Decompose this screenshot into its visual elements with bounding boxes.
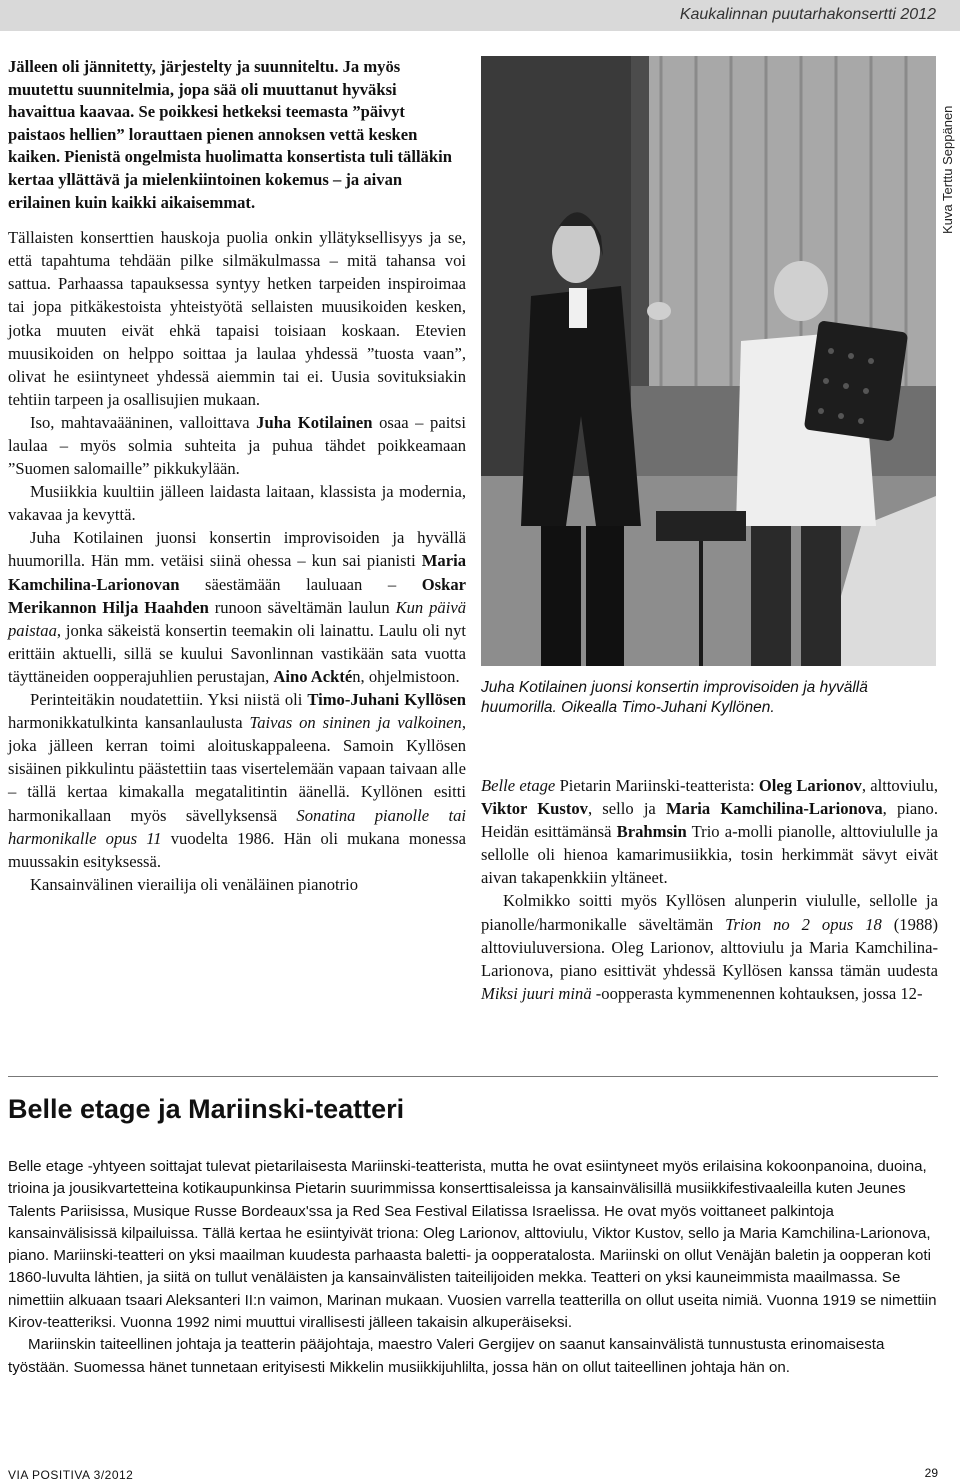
article-intro: Jälleen oli jännitetty, järjestelty ja suunniteltu. Ja myös muutettu suunnitelmia, jopa sää oli muuttanut hyväksi havaittua kaavaa. Se poikkesi hetkeksi teemasta ”päivyt paistaos hellien” lorauttaen pienen annoksen vettä kesken kaiken. Pienistä ongelmista huolimatta konsertista tuli tälläkin kertaa yllättävä ja mielenkiintoinen kokemus – ja aivan erilainen kuin kaikki aikaisemmat. xyxy=(8,57,452,212)
paragraph-8: Kolmikko soitti myös Kyllösen alunperin viululle, sellolle ja pianolle/harmonikalle säveltämän Trion no 2 opus 18 (1988) alttoviuluversiona. Oleg Larionov, alttoviulu ja Maria Kamchilina-Larionova, piano esittivät yhdessä Kyllösen kanssa tämän uudesta Miksi juuri minä -oopperasta kymmenennen kohtauksen, jossa 12- xyxy=(481,891,939,1003)
box-paragraph-1: Belle etage -yhtyeen soittajat tulevat pietarilaisesta Mariinski-teatterista, mutta he ovat esiintyneet myös erilaisina kokoonpanoina, duoina, trioina ja jousikvartetteina kotikaupunkinsa Pietarin suurimmissa konserttisaleissa ja kansainvälisillä musiikkifestivaaleilla kuten Jeunes Talents Pariisissa, Musique Russe Bordeaux'ssa ja Red Sea Festival Eilatissa Israelissa. He ovat myös voittaneet palkintoja kansainvälisissä kilpailuissa. Tällä kertaa he esiintyivät triona: Oleg Larionov, alttoviulu, Viktor Kustov, sello ja Maria Kamchilina-Larionova, piano. Mariinski-teatteri on yksi maailman kuudesta parhaasta baletti- ja oopperatalosta. Mariinski on ollut Venäjän baletin ja oopperan koti 1860-luvulta lähtien, ja siitä on tullut venäläisten ja kansainvälisten taiteilijoiden mekka. Teatteri on yksi kauneimmista maailmassa. Se nimettiin alkuaan tsaari Aleksanteri II:n vaimon, Marinan mukaan. Vuosien varrella teatterilla on ollut useita nimiä. Vuonna 1919 se nimettiin Kirov-teatteriksi. Vuonna 1992 nimi muuttui virallisesti jälleen takaisin alkuperäiseksi. xyxy=(8,1158,937,1332)
section-divider xyxy=(8,1076,938,1077)
paragraph-5: Perinteitäkin noudatettiin. Yksi niistä oli Timo-Juhani Kyllösen harmonikkatulkinta kansanlaulusta Taivas on sininen ja valkoinen, joka jälleen kerran toimi aloituskappaleena. Samoin Kyllösen sisäinen pikkulintu päästettiin taas visertelemään vapaan taivaan alle – tällä kertaa kimakalla megatalitintin äänellä. Kyllönen esitti harmonikallaan myös sävellyksensä Sonatina pianolle tai harmonikalle opus 11 vuodelta 1986. Hän oli mukana monessa muussakin esityksessä. xyxy=(8,690,467,871)
sidebar-box-title: Belle etage ja Mariinski-teatteri xyxy=(8,1094,405,1124)
paragraph-3: Musiikkia kuultiin jälleen laidasta laitaan, klassista ja modernia, vakavaa ja kevyttä. xyxy=(8,482,466,525)
photo-caption: Juha Kotilainen juonsi konsertin improvisoiden ja hyvällä huumorilla. Oikealla Timo-Juhani Kyllönen. xyxy=(481,679,868,716)
box-paragraph-2: Mariinskin taiteellinen johtaja ja teatterin pääjohtaja, maestro Valeri Gergijev on saanut kansainvälistä tunnustusta erinomaisesta työstään. Suomessa hänet tunnetaan erityisesti Mikkelin musiikkijuhlilta, jossa hän on ollut taiteellinen johtaja hän on. xyxy=(8,1336,885,1376)
paragraph-1: Tällaisten konserttien hauskoja puolia onkin yllätyksellisyys ja se, että tapahtuma tehdään pilke silmäkulmassa – mitä tahansa voi sattua. Parhaassa tapauksessa syntyy hetken tarpeiden inspiroimaa tai jopa pitkäkestoista yhteistyötä sellaisten muusikoiden kesken, jotka muuten eivät ehkä tapaisi toisiaan koskaan. Etevien muusikoiden on helppo soittaa ja laulaa yhdessä ”tuosta vaan”, olivat he esiintyneet yhdessä aiemmin tai ei. Uusia sovituksiakin tehtiin tarpeen ja osallisujien mukaan. xyxy=(8,228,466,409)
paragraph-7: Belle etage Pietarin Mariinski-teatterista: Oleg Larionov, alttoviulu, Viktor Kustov, sello ja Maria Kamchilina-Larionova, piano. Heidän esittämänsä Brahmsin Trio a-molli pianolle, alttoviululle ja sellolle oli hienoa kamarimusiikkia, tosin herkimmät sävyt eivät aivan takapenkkiin yltäneet. xyxy=(481,776,938,888)
magazine-issue: VIA POSITIVA 3/2012 xyxy=(8,1468,134,1482)
concert-photo xyxy=(481,56,936,666)
concert-photo-illustration xyxy=(481,56,936,666)
article-left-column xyxy=(8,56,466,896)
header-bar xyxy=(0,0,960,31)
article-right-column xyxy=(481,774,938,1005)
page-number: 29 xyxy=(924,1466,938,1480)
name-juha-kotilainen: Juha Kotilainen xyxy=(256,412,373,432)
paragraph-4: Juha Kotilainen juonsi konsertin improvisoiden ja hyvällä huumorilla. Hän mm. vetäisi siinä ohessa – kun sai pianisti Maria Kamchilina-Larionovan säestämään lauluaan – Oskar Merikannon Hilja Haahden runoon säveltämän laulun Kun päivä paistaa, jonka säkeistä konsertin teemakin oli lainattu. Laulu oli nyt erittäin aktuelli, sillä se kuului Savonlinnan vastikään sata vuotta täyttäneiden oopperajuhlien perustajan, Aino Acktén, ohjelmistoon. xyxy=(8,528,466,686)
running-header: Kaukalinnan puutarhakonsertti 2012 xyxy=(679,6,936,23)
paragraph-2: Iso, mahtavaääninen, valloittava Juha Kotilainen osaa – paitsi laulaa – myös solmia suhteita ja puhua tähdet poikkeamaan ”Suomen salomaille” pikkukylään. xyxy=(8,412,466,479)
paragraph-6: Kansainvälinen vierailija oli venäläinen pianotrio xyxy=(30,874,359,894)
photo-credit: Kuva Terttu Seppänen xyxy=(940,105,955,234)
sidebar-box-body xyxy=(8,1156,938,1379)
